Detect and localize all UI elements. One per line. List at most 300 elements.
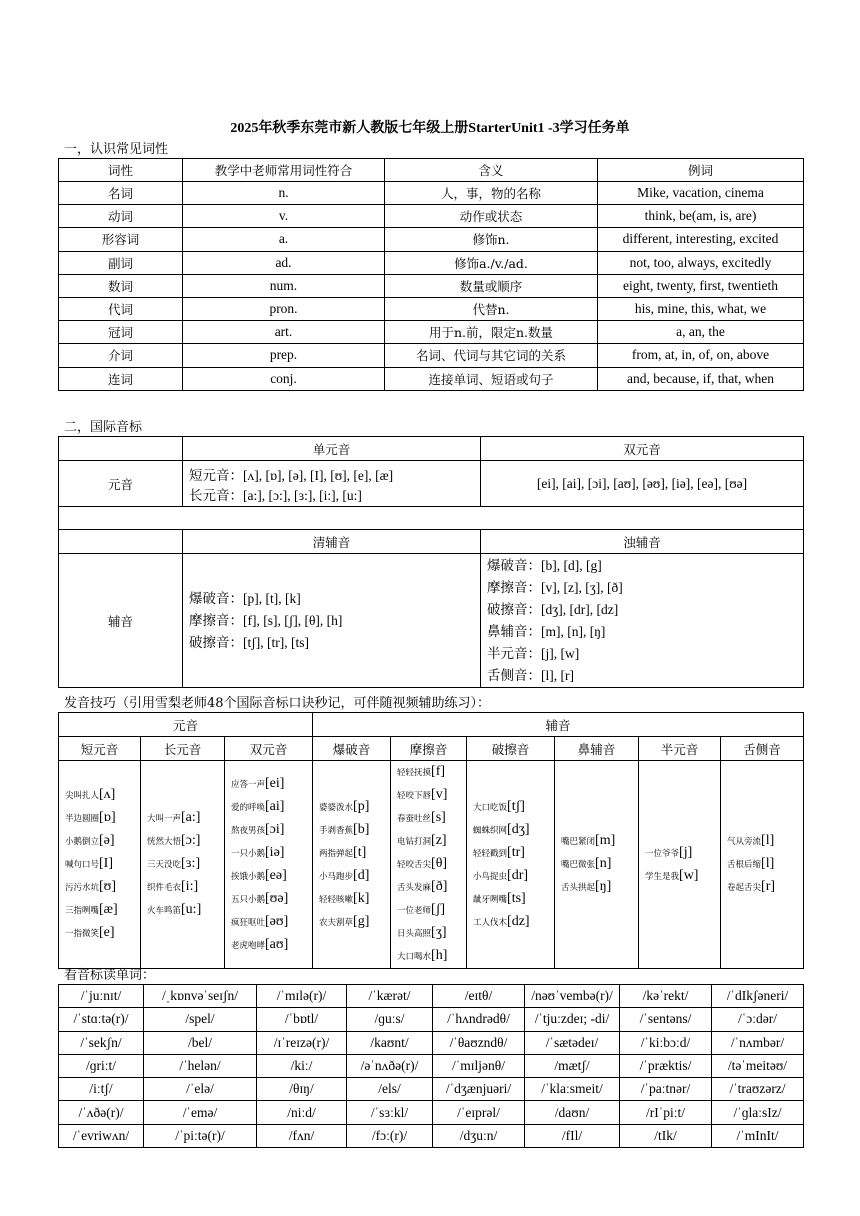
tips-cell: [59, 761, 141, 969]
phonetic-word-cell: /ˈmɪljənθ/: [433, 1054, 525, 1077]
tip-mnemonic: 老虎咆哮: [231, 940, 266, 951]
tip-phoneme: [k]: [353, 890, 370, 906]
phonetic-word-cell: /kəˈrekt/: [620, 985, 712, 1008]
voiced-item: 鼻辅音：[m], [n], [ŋ]: [487, 623, 606, 639]
tip-line: [473, 888, 552, 911]
tip-mnemonic: 一位老师: [397, 906, 432, 916]
tip-phoneme: [əʊ]: [265, 913, 289, 929]
single-vowel-cell: [183, 461, 481, 507]
tip-phoneme: [j]: [679, 844, 693, 860]
table-row: [59, 228, 804, 251]
tip-line: [231, 888, 310, 911]
phonetic-word-cell: /təˈmeitəʊ/: [712, 1054, 804, 1077]
tip-line: [65, 807, 138, 830]
tip-line: [231, 773, 310, 796]
tip-line: [319, 842, 388, 865]
tip-phoneme: [ei]: [265, 775, 285, 791]
tip-line: [147, 853, 222, 876]
phonetic-word-cell: /kaʊnt/: [347, 1031, 433, 1054]
tip-mnemonic: 婆婆泼水: [319, 802, 354, 813]
phonetic-word-cell: /əˈnʌðə(r)/: [347, 1054, 433, 1077]
tip-mnemonic: 手剥香蕉: [319, 825, 354, 836]
tip-line: [147, 807, 222, 830]
tips-cell: [313, 761, 391, 969]
phonetic-word-cell: /ˈɡlaːsIz/: [712, 1101, 804, 1124]
tip-mnemonic: 爱的呼唤: [231, 802, 266, 813]
tip-mnemonic: 龇牙咧嘴: [473, 894, 508, 905]
tip-mnemonic: 喊句口号: [65, 860, 100, 870]
table-cell: from, at, in, of, on, above: [598, 344, 804, 367]
phonetic-word-cell: /ɪˈreɪzə(r)/: [257, 1031, 347, 1054]
tip-mnemonic: 轻轻咳嗽: [319, 894, 354, 905]
phonetic-word-cell: /ɡuːs/: [347, 1008, 433, 1031]
table-row: [59, 297, 804, 320]
section1-heading: 一，认识常见词性: [64, 142, 169, 157]
phonetic-word-cell: /ˈɔːdər/: [712, 1008, 804, 1031]
voiced-item: 破擦音：[dʒ], [dr], [dz]: [487, 601, 619, 617]
table-cell: and, because, if, that, when: [598, 367, 804, 390]
phonetic-word-cell: /ˈjuːnɪt/: [59, 985, 144, 1008]
table-row: [59, 1008, 804, 1031]
table-cell: 代词: [59, 297, 183, 320]
tip-phoneme: [l]: [761, 833, 775, 848]
column-header: 教学中老师常用词性符合: [183, 159, 385, 182]
tip-line: [319, 865, 388, 888]
tip-mnemonic: 一指微笑: [65, 929, 100, 939]
tip-phoneme: [æ]: [99, 902, 118, 917]
voiceless-item: 爆破音：[p], [t], [k]: [189, 590, 301, 606]
tip-line: [231, 796, 310, 819]
tip-phoneme: [ʒ]: [431, 925, 447, 940]
phonetic-table: [58, 436, 804, 688]
table-cell: prep.: [183, 344, 385, 367]
table-cell: 用于n.前，限定n.数量: [385, 321, 598, 344]
tip-line: [319, 911, 388, 934]
phonetic-word-cell: /ˈtjuːzdeɪ; -di/: [525, 1008, 620, 1031]
table-cell: a, an, the: [598, 321, 804, 344]
tip-mnemonic: 日头高照: [397, 929, 432, 939]
tip-phoneme: [a:]: [181, 810, 201, 825]
column-header: 例词: [598, 159, 804, 182]
voiced-item: 爆破音：[b], [d], [g]: [487, 557, 602, 573]
tip-phoneme: [w]: [679, 867, 699, 883]
phonetic-word-cell: /ˈhelən/: [144, 1054, 257, 1077]
phonetic-word-cell: /dʒuːn/: [433, 1124, 525, 1147]
tip-line: [645, 865, 718, 888]
tip-mnemonic: 舌头发麻: [397, 883, 432, 893]
tip-line: [397, 807, 464, 830]
phonetic-word-cell: /ˈnʌmbər/: [712, 1031, 804, 1054]
table-cell: 介词: [59, 344, 183, 367]
tip-mnemonic: 三指咧嘴: [65, 906, 100, 916]
tip-mnemonic: 气从旁流: [727, 837, 762, 847]
phonetic-word-cell: /bel/: [144, 1031, 257, 1054]
tip-line: [473, 842, 552, 865]
tip-phoneme: [ʃ]: [431, 902, 446, 917]
table-row: [59, 1124, 804, 1147]
table-header-row: [59, 159, 804, 182]
phonetic-word-cell: /ˈdʒænjuəri/: [433, 1078, 525, 1101]
phonetic-word-cell: /ˈʌðə(r)/: [59, 1101, 144, 1124]
phonetic-word-cell: /ˈsekʃn/: [59, 1031, 144, 1054]
tip-mnemonic: 轻咬下唇: [397, 791, 432, 801]
tip-mnemonic: 卷起舌尖: [727, 883, 762, 893]
tip-phoneme: [p]: [353, 798, 370, 814]
tip-phoneme: [aʊ]: [265, 936, 289, 952]
table-cell: conj.: [183, 367, 385, 390]
tip-phoneme: [l]: [761, 856, 775, 871]
table-cell: num.: [183, 274, 385, 297]
table-row: [59, 1078, 804, 1101]
tip-phoneme: [s]: [431, 810, 446, 825]
phonetic-word-cell: /ˌkɒnvəˈseɪʃn/: [144, 985, 257, 1008]
tip-mnemonic: 小鹅倒立: [65, 837, 100, 847]
tip-line: [397, 922, 464, 945]
tip-mnemonic: 污污水坑: [65, 883, 100, 893]
tip-mnemonic: 两指弹起: [319, 848, 354, 859]
short-vowels: 短元音：[ʌ], [ɒ], [ə], [I], [ʊ], [e], [æ]: [189, 467, 394, 483]
voiced-item: 摩擦音：[v], [z], [ʒ], [ð]: [487, 579, 623, 595]
tip-phoneme: [iə]: [265, 844, 285, 860]
table-cell: a.: [183, 228, 385, 251]
tip-line: [147, 830, 222, 853]
voiceless-header: 清辅音: [183, 530, 481, 554]
tip-line: [231, 819, 310, 842]
diphthongs-cell: [ei], [ai], [ɔi], [aʊ], [əʊ], [iə], [eə], [ʊə]: [481, 461, 804, 507]
table-cell: 数量或顺序: [385, 274, 598, 297]
tip-phoneme: [dʒ]: [507, 821, 530, 837]
table-cell: eight, twenty, first, twentieth: [598, 274, 804, 297]
tip-mnemonic: 轻轻戳到: [473, 848, 508, 859]
tip-line: [397, 830, 464, 853]
tip-phoneme: [r]: [761, 879, 776, 894]
tip-phoneme: [dz]: [507, 913, 530, 929]
tip-phoneme: [v]: [431, 787, 448, 802]
phonetic-word-cell: /ˈpaːtnər/: [620, 1078, 712, 1101]
tip-phoneme: [ə]: [99, 833, 115, 848]
tips-column-header: 短元音: [59, 737, 141, 761]
table-cell: n.: [183, 182, 385, 205]
tip-line: [147, 899, 222, 922]
tips-cell: [225, 761, 313, 969]
tip-line: [727, 830, 801, 853]
tip-line: [65, 830, 138, 853]
table-row: [59, 1101, 804, 1124]
tip-mnemonic: 大口吃饭: [473, 802, 508, 813]
phonetic-word-cell: /ˈdIkʃəneri/: [712, 985, 804, 1008]
tip-line: [397, 784, 464, 807]
phonetic-word-cell: /fʌn/: [257, 1124, 347, 1147]
tip-line: [65, 899, 138, 922]
tip-line: [231, 911, 310, 934]
tip-mnemonic: 应答一声: [231, 779, 266, 790]
tip-line: [561, 853, 636, 876]
tips-cell: [467, 761, 555, 969]
tips-cell: [391, 761, 467, 969]
tip-mnemonic: 大口喝水: [397, 952, 432, 962]
voiced-item: 舌侧音：[l], [r]: [487, 667, 574, 683]
tip-mnemonic: 恍然大悟: [147, 837, 182, 847]
tip-phoneme: [g]: [353, 913, 370, 929]
tip-phoneme: [t]: [353, 844, 367, 860]
table-row: [59, 251, 804, 274]
tip-line: [65, 876, 138, 899]
phonetic-word-cell: /ˈsætədeɪ/: [525, 1031, 620, 1054]
tip-phoneme: [ʌ]: [99, 787, 116, 802]
tips-cell: [555, 761, 639, 969]
tip-phoneme: [ɒ]: [99, 810, 116, 825]
tip-line: [645, 842, 718, 865]
tip-phoneme: [d]: [353, 867, 370, 883]
phonetic-word-cell: /els/: [347, 1078, 433, 1101]
tip-line: [561, 830, 636, 853]
table-cell: 冠词: [59, 321, 183, 344]
phonetic-word-cell: /ˈeɪprəl/: [433, 1101, 525, 1124]
tip-mnemonic: 一位爷爷: [645, 848, 680, 859]
tip-line: [231, 865, 310, 888]
tips-column-header: 双元音: [225, 737, 313, 761]
vowel-group-header: 元音: [59, 713, 313, 737]
tip-phoneme: [u:]: [181, 902, 202, 917]
tip-line: [231, 842, 310, 865]
tip-phoneme: [ai]: [265, 798, 285, 814]
tip-line: [473, 911, 552, 934]
phonetic-word-cell: /niːd/: [257, 1101, 347, 1124]
phonetic-word-cell: /spel/: [144, 1008, 257, 1031]
phonetic-word-cell: /nəʊˈvembə(r)/: [525, 985, 620, 1008]
tip-mnemonic: 轻轻抚摸: [397, 768, 432, 778]
phonetic-words-table: [58, 984, 804, 1148]
phonetic-word-cell: /ˈelə/: [144, 1078, 257, 1101]
table-cell: not, too, always, excitedly: [598, 251, 804, 274]
table-cell: 连词: [59, 367, 183, 390]
table-cell: 代替n.: [385, 297, 598, 320]
tips-column-header: 长元音: [141, 737, 225, 761]
tips-column-header: 鼻辅音: [555, 737, 639, 761]
tip-phoneme: [ɜ:]: [181, 856, 201, 871]
phonetic-word-cell: /ˈsentəns/: [620, 1008, 712, 1031]
table-cell: his, mine, this, what, we: [598, 297, 804, 320]
tip-mnemonic: 工人伐木: [473, 917, 508, 928]
phonetic-word-cell: /ˈpiːtə(r)/: [144, 1124, 257, 1147]
table-cell: 名词: [59, 182, 183, 205]
phonetic-word-cell: /ˈevriwʌn/: [59, 1124, 144, 1147]
table-row: [59, 367, 804, 390]
table-cell: Mike, vacation, cinema: [598, 182, 804, 205]
blank-header-cell: [59, 530, 183, 554]
tip-phoneme: [e]: [99, 925, 115, 940]
table-cell: v.: [183, 205, 385, 228]
tip-phoneme: [f]: [431, 764, 446, 779]
tip-phoneme: [dr]: [507, 867, 529, 883]
table-row: [59, 1054, 804, 1077]
column-header: 含义: [385, 159, 598, 182]
phonetic-word-cell: /ˈtraʊzərz/: [712, 1078, 804, 1101]
tip-line: [727, 876, 801, 899]
tip-line: [561, 876, 636, 899]
tip-phoneme: [i:]: [181, 879, 199, 894]
tip-line: [397, 899, 464, 922]
tip-mnemonic: 轻咬舌尖: [397, 860, 432, 870]
phonetic-word-cell: /ˈstɑːtə(r)/: [59, 1008, 144, 1031]
tip-line: [319, 888, 388, 911]
tip-line: [473, 819, 552, 842]
table-row: [59, 321, 804, 344]
tips-heading: 发音技巧（引用雪梨老师48个国际音标口诀秒记，可伴随视频辅助练习）：: [64, 696, 491, 711]
phonetic-word-cell: /ˈklaːsmeit/: [525, 1078, 620, 1101]
table-cell: ad.: [183, 251, 385, 274]
tip-line: [231, 934, 310, 957]
tip-line: [65, 922, 138, 945]
tip-mnemonic: 舌头拱起: [561, 883, 596, 893]
tip-phoneme: [I]: [99, 856, 114, 871]
tip-phoneme: [m]: [595, 833, 616, 848]
tip-mnemonic: 学生是我: [645, 871, 680, 882]
table-cell: think, be(am, is, are): [598, 205, 804, 228]
phonetic-word-cell: /ˈθaʊzndθ/: [433, 1031, 525, 1054]
part-of-speech-table: [58, 158, 804, 391]
phonetic-word-cell: /ˈpræktis/: [620, 1054, 712, 1077]
phonetic-word-cell: /iːtʃ/: [59, 1078, 144, 1101]
tip-phoneme: [ʊə]: [265, 890, 289, 906]
table-row: [59, 1031, 804, 1054]
tip-mnemonic: 蜘蛛织网: [473, 825, 508, 836]
phonetic-word-cell: /eɪtθ/: [433, 985, 525, 1008]
tip-phoneme: [h]: [431, 948, 448, 963]
pronunciation-tips-table: [58, 712, 804, 969]
tip-phoneme: [z]: [431, 833, 447, 848]
tip-mnemonic: 舌根后缩: [727, 860, 762, 870]
tip-line: [473, 796, 552, 819]
tip-mnemonic: 大叫一声: [147, 814, 182, 824]
phonetic-word-cell: /ˈemə/: [144, 1101, 257, 1124]
table-cell: 修饰n.: [385, 228, 598, 251]
phonetic-word-cell: /ˈbɒtl/: [257, 1008, 347, 1031]
phonetic-word-cell: /ɡriːt/: [59, 1054, 144, 1077]
table-cell: 连接单词、短语或句子: [385, 367, 598, 390]
vowel-label: 元音: [59, 461, 183, 507]
table-row: [59, 274, 804, 297]
tip-phoneme: [ð]: [431, 879, 448, 894]
phonetic-word-cell: /ˈkiːbɔːd/: [620, 1031, 712, 1054]
section2-heading: 二，国际音标: [64, 420, 143, 435]
tip-line: [319, 819, 388, 842]
tips-cell: [639, 761, 721, 969]
tip-line: [473, 865, 552, 888]
table-cell: 副词: [59, 251, 183, 274]
tips-column-header: 舌侧音: [721, 737, 804, 761]
table-cell: pron.: [183, 297, 385, 320]
column-header: 词性: [59, 159, 183, 182]
tip-mnemonic: 尖叫扎人: [65, 791, 100, 801]
diphthong-header: 双元音: [481, 437, 804, 461]
tip-phoneme: [ŋ]: [595, 879, 612, 894]
tips-cell: [141, 761, 225, 969]
phonetic-word-cell: /mætʃ/: [525, 1054, 620, 1077]
tip-mnemonic: 五只小鹅: [231, 894, 266, 905]
table-cell: 数词: [59, 274, 183, 297]
tip-line: [397, 876, 464, 899]
table-row: [59, 205, 804, 228]
tip-phoneme: [ɔ:]: [181, 833, 201, 848]
table-row: [59, 344, 804, 367]
table-cell: art.: [183, 321, 385, 344]
long-vowels: 长元音：[a:], [ɔ:], [ɜ:], [i:], [u:]: [189, 487, 362, 503]
tips-column-header: 摩擦音: [391, 737, 467, 761]
table-cell: 动词: [59, 205, 183, 228]
tip-line: [65, 784, 138, 807]
phonetic-word-cell: /ˈsɜːkl/: [347, 1101, 433, 1124]
spacer-row: [59, 507, 804, 530]
voiceless-cell: [183, 554, 481, 688]
tip-mnemonic: 火车鸣笛: [147, 906, 182, 916]
table-cell: 人，事，物的名称: [385, 182, 598, 205]
table-cell: different, interesting, excited: [598, 228, 804, 251]
tips-column-header: 破擦音: [467, 737, 555, 761]
tip-phoneme: [θ]: [431, 856, 448, 871]
tip-line: [65, 853, 138, 876]
tip-mnemonic: 嘴巴紧闭: [561, 837, 596, 847]
voiced-cell: [481, 554, 804, 688]
phonetic-word-cell: /rIˈpiːt/: [620, 1101, 712, 1124]
tips-column-header: 爆破音: [313, 737, 391, 761]
tip-mnemonic: 农夫割草: [319, 917, 354, 928]
tip-mnemonic: 电钻打洞: [397, 837, 432, 847]
single-vowel-header: 单元音: [183, 437, 481, 461]
phonetic-word-cell: /ˈkærət/: [347, 985, 433, 1008]
tip-mnemonic: 春蚕吐丝: [397, 814, 432, 824]
section3-heading: 看音标读单词：: [64, 968, 156, 983]
voiceless-item: 破擦音：[tʃ], [tr], [ts]: [189, 634, 309, 650]
phonetic-word-cell: /kiː/: [257, 1054, 347, 1077]
voiced-header: 浊辅音: [481, 530, 804, 554]
tip-mnemonic: 熬夜男孩: [231, 825, 266, 836]
tip-line: [397, 853, 464, 876]
phonetic-word-cell: /θɪŋ/: [257, 1078, 347, 1101]
tip-phoneme: [ɔi]: [265, 821, 285, 837]
tip-phoneme: [tr]: [507, 844, 525, 860]
tip-mnemonic: 三天没吃: [147, 860, 182, 870]
tip-mnemonic: 小鸟捉虫: [473, 871, 508, 882]
phonetic-word-cell: /ˈmInIt/: [712, 1124, 804, 1147]
tip-phoneme: [ts]: [507, 890, 526, 906]
consonant-label: 辅音: [59, 554, 183, 688]
tip-line: [727, 853, 801, 876]
table-cell: 修饰a./v./ad.: [385, 251, 598, 274]
page-title: 2025年秋季东莞市新人教版七年级上册StarterUnit1 -3学习任务单: [230, 121, 630, 136]
tip-line: [319, 796, 388, 819]
tips-column-header: 半元音: [639, 737, 721, 761]
consonant-group-header: 辅音: [313, 713, 804, 737]
table-cell: 动作或状态: [385, 205, 598, 228]
tip-phoneme: [n]: [595, 856, 612, 871]
table-cell: 形容词: [59, 228, 183, 251]
tip-mnemonic: 小马跑步: [319, 871, 354, 882]
table-row: [59, 985, 804, 1008]
tip-phoneme: [ʊ]: [99, 879, 117, 894]
phonetic-word-cell: /tIk/: [620, 1124, 712, 1147]
phonetic-word-cell: /ˈhʌndrədθ/: [433, 1008, 525, 1031]
blank-header-cell: [59, 437, 183, 461]
phonetic-word-cell: /fɔː(r)/: [347, 1124, 433, 1147]
tip-line: [147, 876, 222, 899]
tip-mnemonic: 一只小鹅: [231, 848, 266, 859]
voiceless-item: 摩擦音：[f], [s], [ʃ], [θ], [h]: [189, 612, 343, 628]
voiced-item: 半元音：[j], [w]: [487, 645, 580, 661]
tip-mnemonic: 嘴巴微张: [561, 860, 596, 870]
tip-phoneme: [eə]: [265, 867, 287, 883]
phonetic-word-cell: /ˈmɪlə(r)/: [257, 985, 347, 1008]
